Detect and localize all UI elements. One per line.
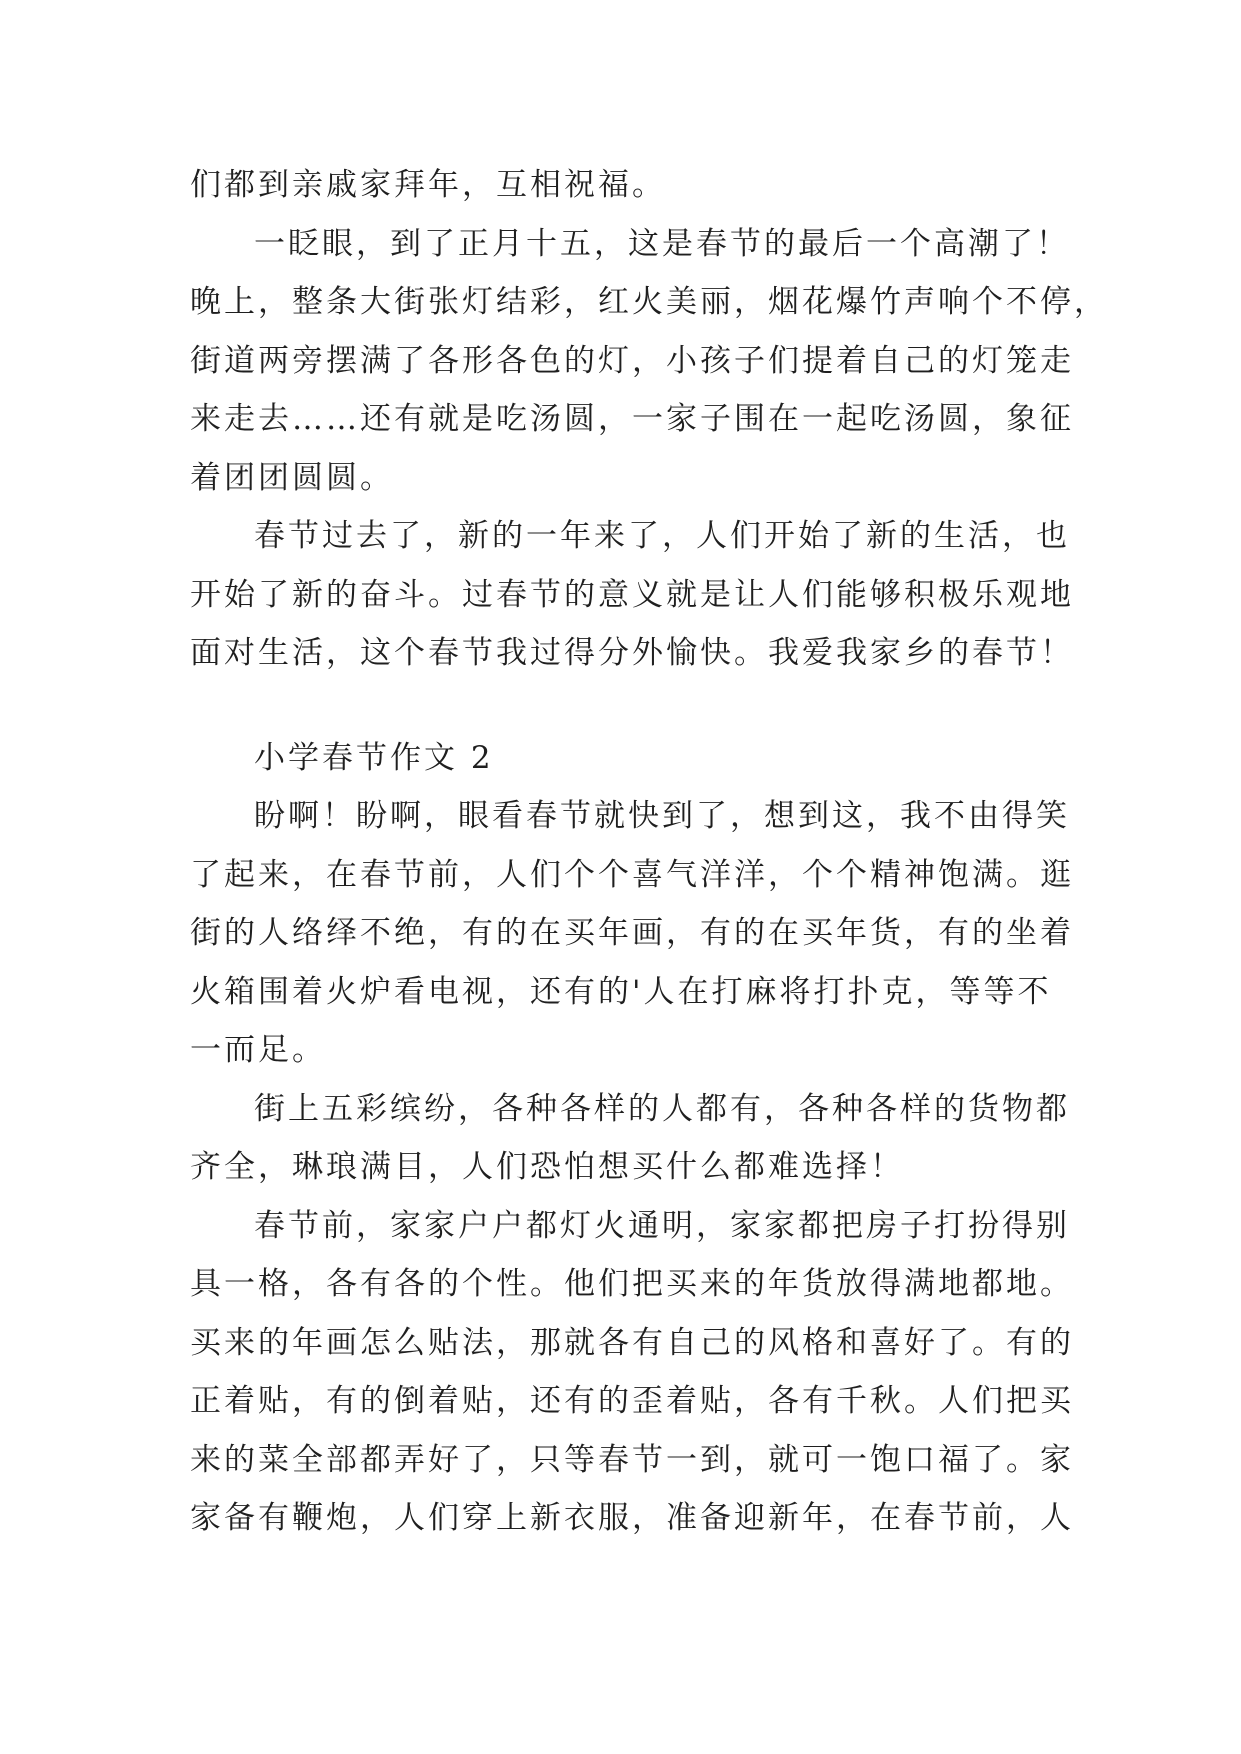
paragraph-households	[190, 1197, 1074, 1548]
text-line: 盼啊！盼啊，眼看春节就快到了，想到这，我不由得笑	[254, 798, 1070, 834]
text-line: 火箱围着火炉看电视，还有的'人在打麻将打扑克，等等不	[190, 973, 1052, 1010]
text-line: 着团团圆圆。	[190, 459, 394, 496]
paragraph-anticipation	[190, 787, 1074, 1080]
text-line: 晚上，整条大街张灯结彩，红火美丽，烟花爆竹声响个不停，	[190, 284, 1108, 320]
text-line: 一而足。	[190, 1032, 326, 1068]
text-line: 齐全，琳琅满目，人们恐怕想买什么都难选择！	[190, 1149, 904, 1185]
text-line: 一眨眼，到了正月十五，这是春节的最后一个高潮了！	[254, 225, 1070, 262]
text-line: 买来的年画怎么贴法，那就各有自己的风格和喜好了。有的	[190, 1324, 1074, 1361]
essay-2-title: 小学春节作文 2	[254, 739, 494, 776]
paragraph-lantern-festival	[190, 215, 1108, 508]
paragraph-new-year	[190, 507, 1074, 683]
essay-body	[190, 156, 1108, 1548]
text-line: 来走去……还有就是吃汤圆，一家子围在一起吃汤圆，象征	[190, 401, 1074, 437]
text-line: 街上五彩缤纷，各种各样的人都有，各种各样的货物都	[254, 1090, 1070, 1127]
text-line: 来的菜全部都弄好了，只等春节一到，就可一饱口福了。家	[190, 1441, 1074, 1478]
text-line: 家备有鞭炮，人们穿上新衣服，准备迎新年，在春节前，人	[190, 1500, 1074, 1536]
paragraph-continuation	[190, 156, 1050, 215]
text-line: 们都到亲戚家拜年，互相祝福。	[190, 167, 666, 203]
text-line: 正着贴，有的倒着贴，还有的歪着贴，各有千秋。人们把买	[190, 1383, 1074, 1419]
text-line: 街道两旁摆满了各形各色的灯，小孩子们提着自己的灯笼走	[190, 342, 1074, 379]
text-line: 春节过去了，新的一年来了，人们开始了新的生活，也	[254, 518, 1070, 554]
text-line: 了起来，在春节前，人们个个喜气洋洋，个个精神饱满。逛	[190, 856, 1074, 893]
text-line: 街的人络绎不绝，有的在买年画，有的在买年货，有的坐着	[190, 915, 1074, 951]
text-line: 开始了新的奋斗。过春节的意义就是让人们能够积极乐观地	[190, 576, 1074, 613]
section-gap	[190, 683, 1050, 729]
text-line: 具一格，各有各的个性。他们把买来的年货放得满地都地。	[190, 1266, 1074, 1302]
text-line: 春节前，家家户户都灯火通明，家家都把房子打扮得别	[254, 1207, 1070, 1244]
text-line: 面对生活，这个春节我过得分外愉快。我爱我家乡的春节！	[190, 635, 1074, 671]
paragraph-street	[190, 1080, 1070, 1197]
